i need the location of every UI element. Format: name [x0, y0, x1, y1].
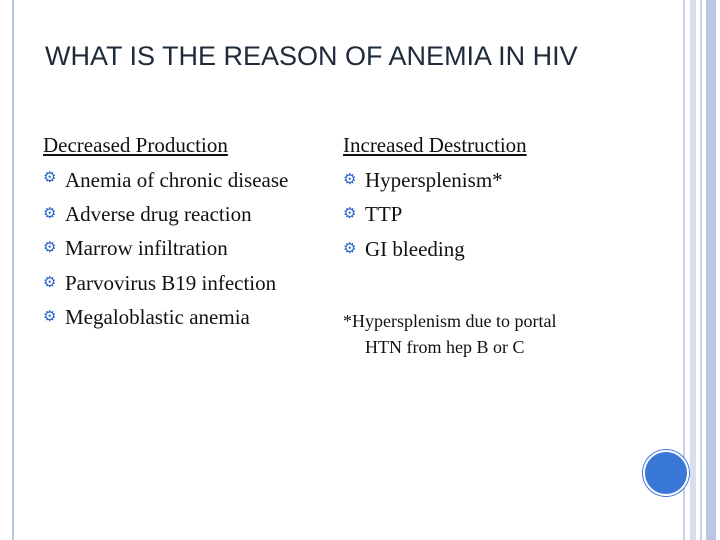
increased-destruction-column [343, 128, 643, 266]
column-heading: Increased Destruction [343, 133, 527, 157]
gear-icon: ⚙ [43, 203, 57, 222]
footnote [343, 308, 633, 360]
list-item [343, 163, 643, 198]
list-item-text: Megaloblastic anemia [65, 305, 250, 329]
gear-icon: ⚙ [43, 167, 57, 186]
gear-icon: ⚙ [343, 169, 357, 188]
footnote-line: *Hypersplenism due to portal [343, 311, 557, 331]
list-item [43, 300, 333, 335]
list-item-text: Marrow infiltration [65, 236, 228, 260]
gear-icon: ⚙ [43, 307, 57, 325]
slide-title: WHAT IS THE REASON OF ANEMIA IN HIV [45, 41, 578, 71]
list-item-text: GI bleeding [365, 236, 465, 261]
list-item-text: TTP [365, 202, 403, 226]
list-item [43, 197, 333, 232]
gear-icon: ⚙ [43, 238, 57, 256]
column-heading: Decreased Production [43, 133, 228, 157]
bullet-list [43, 163, 333, 335]
list-item-text: Anemia of chronic disease [65, 167, 289, 192]
gear-icon: ⚙ [343, 238, 357, 257]
list-item-text: Parvovirus B19 infection [65, 270, 277, 295]
list-item [43, 163, 333, 197]
list-item [343, 197, 643, 232]
list-item-text: Hypersplenism* [365, 167, 503, 192]
list-item [343, 232, 643, 267]
bullet-list [343, 163, 643, 267]
gear-icon: ⚙ [343, 204, 357, 222]
right-decorative-line [690, 0, 696, 540]
right-decorative-line [700, 0, 702, 540]
decorative-circle [643, 450, 689, 496]
left-decorative-line [12, 0, 14, 540]
list-item [43, 231, 333, 266]
footnote-line: HTN from hep B or C [365, 337, 525, 357]
gear-icon: ⚙ [43, 272, 57, 291]
list-item-text: Adverse drug reaction [65, 201, 252, 226]
list-item [43, 266, 333, 301]
decreased-production-column [43, 128, 333, 335]
right-decorative-line [706, 0, 716, 540]
